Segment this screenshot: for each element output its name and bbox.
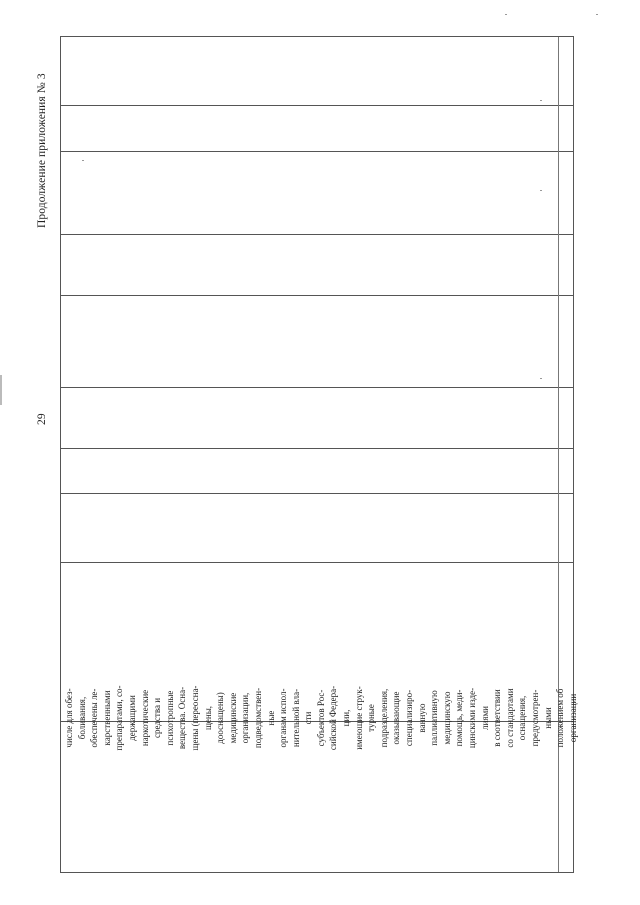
cell-line: органам испол- [278, 688, 289, 748]
cell-line: держащими [126, 695, 137, 741]
scan-speck [540, 190, 542, 191]
cell-line: препаратами, со- [114, 685, 125, 751]
cell-line: ными [542, 707, 553, 729]
page-number: 29 [36, 413, 48, 425]
cell-line: подразделения, [378, 688, 389, 748]
cell-line: ванную [416, 703, 427, 733]
scan-speck [596, 14, 598, 15]
cell-line: положением об [555, 688, 566, 748]
table-row-divider [61, 105, 573, 106]
cell-line: со стандартами [504, 688, 515, 748]
cell-line: наркотические [139, 689, 150, 747]
page-header: Продолжение приложения № 3 [36, 73, 48, 228]
cell-line: цинскими изде- [467, 687, 477, 749]
cell-line: обеспечены ле- [89, 688, 100, 748]
cell-line: предусмотрен- [529, 689, 540, 747]
cell-line: ные [265, 710, 276, 726]
cell-line: сти [303, 711, 314, 725]
cell-line: турные [366, 704, 377, 732]
table-row-divider [61, 448, 573, 449]
scan-speck [82, 160, 84, 161]
cell-line: оснащения, [517, 695, 528, 741]
table-row-divider [61, 151, 573, 152]
cell-line: в соответствии [492, 689, 503, 747]
table-cell-text [63, 563, 579, 873]
cell-line: субъектов Рос- [315, 689, 326, 747]
scan-artifact [0, 375, 2, 405]
cell-line: боливания, [76, 696, 87, 740]
cell-line: помощь, меди- [454, 689, 465, 747]
cell-line: имеющие струк- [353, 686, 364, 750]
cell-line: организации [567, 693, 578, 743]
cell-line: карственными [101, 690, 112, 746]
cell-line: сийской Федера- [328, 685, 339, 751]
table-row-divider [61, 493, 573, 494]
table-row-divider [61, 234, 573, 235]
cell-line: дооснащены) [215, 692, 226, 744]
scan-speck [540, 378, 542, 379]
cell-line: числе для обез- [64, 688, 74, 748]
cell-line: средства и [152, 697, 163, 739]
cell-line: лиями [479, 706, 490, 730]
table-row-divider [61, 295, 573, 296]
cell-line: медицинскую [441, 691, 452, 745]
cell-line: медицинские [227, 692, 238, 744]
cell-line: паллиативную [429, 690, 440, 746]
cell-line: психотропные [164, 690, 175, 746]
cell-line: вещества. Осна- [177, 686, 188, 750]
scan-speck [505, 14, 507, 15]
cell-line: организации, [240, 692, 251, 744]
cell-line: щены (переосна- [189, 685, 200, 751]
scan-speck [540, 100, 542, 101]
cell-line: оказывающие [391, 691, 402, 745]
cell-line: нительной вла- [290, 688, 301, 748]
table-row-divider [61, 387, 573, 388]
cell-line: специализиро- [404, 689, 415, 747]
cell-line: щены, [202, 705, 213, 731]
cell-line: подведомствен- [252, 687, 263, 749]
cell-line: ции, [341, 709, 352, 727]
